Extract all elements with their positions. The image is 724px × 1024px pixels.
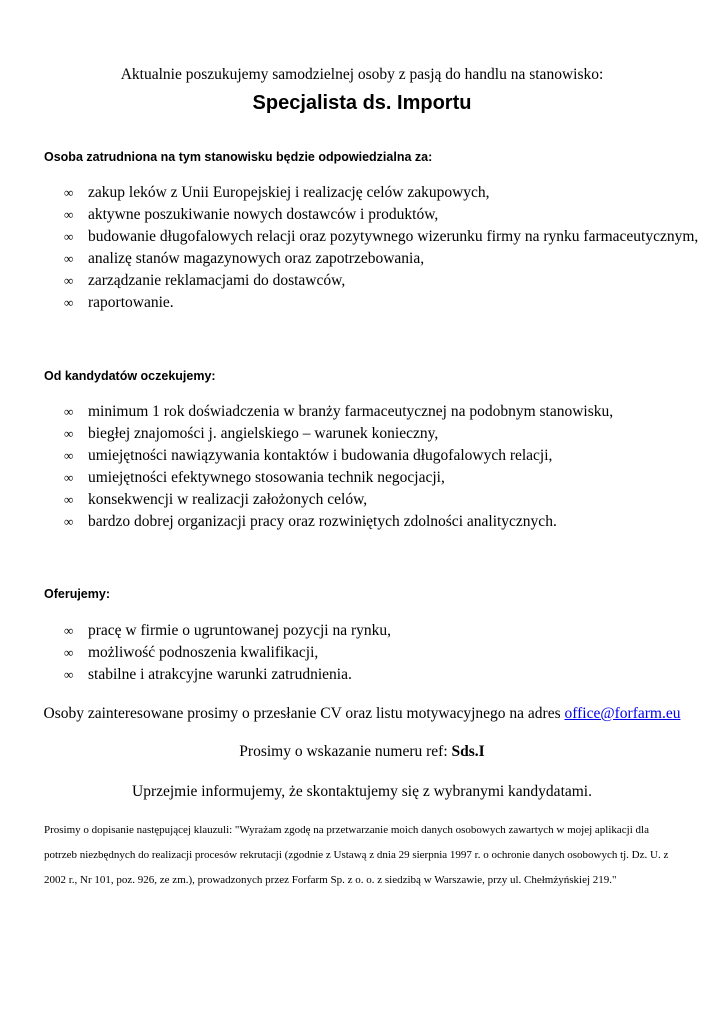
list-item-text: minimum 1 rok doświadczenia w branży farmaceutycznej na podobnym stanowisku, bbox=[88, 403, 614, 420]
bullet-icon: ∞ bbox=[64, 470, 74, 485]
bullet-icon: ∞ bbox=[64, 514, 74, 529]
list-item-text: konsekwencji w realizacji założonych celów, bbox=[88, 491, 368, 508]
consent-clause: Prosimy o dopisanie następującej klauzuli: "Wyrażam zgodę na przetwarzanie moich danych osobowych zawartych w mojej aplikacji dla potrzeb niezbędnych do realizacji procesów rekrutacji (zgodnie z Ustawą z dnia 29 sierpnia 1997 r. o ochronie danych osobowych tj. Dz. U. z 2002 r., Nr 101, poz. 926, ze zm.), prowadzonych przez Forfarm Sp. z o. o. z siedzibą w Warszawie, przy ul. Chełmżyńskiej 219." bbox=[44, 824, 669, 886]
list-item bbox=[0, 248, 720, 270]
offer-heading: Oferujemy: bbox=[44, 587, 110, 601]
offer-list bbox=[0, 620, 720, 686]
list-item bbox=[0, 401, 720, 423]
bullet-icon: ∞ bbox=[64, 185, 74, 200]
list-item bbox=[0, 511, 720, 533]
job-title: Specjalista ds. Importu bbox=[252, 92, 472, 114]
apply-line bbox=[0, 705, 724, 723]
list-item-text: raportowanie. bbox=[88, 294, 174, 311]
list-item-text: zakup leków z Unii Europejskiej i realizację celów zakupowych, bbox=[88, 184, 490, 201]
list-item-text: biegłej znajomości j. angielskiego – warunek konieczny, bbox=[88, 425, 439, 442]
list-item bbox=[0, 226, 720, 248]
list-item bbox=[0, 423, 720, 445]
list-item bbox=[0, 182, 720, 204]
list-item bbox=[0, 204, 720, 226]
list-item-text: aktywne poszukiwanie nowych dostawców i produktów, bbox=[88, 206, 439, 223]
list-item bbox=[0, 292, 720, 314]
list-item bbox=[0, 620, 720, 642]
list-item-text: pracę w firmie o ugruntowanej pozycji na rynku, bbox=[88, 622, 392, 639]
list-item-text: zarządzanie reklamacjami do dostawców, bbox=[88, 272, 346, 289]
ref-text: Prosimy o wskazanie numeru ref: bbox=[239, 743, 452, 760]
list-item bbox=[0, 489, 720, 511]
list-item-text: budowanie długofalowych relacji oraz pozytywnego wizerunku firmy na rynku farmaceutycznym, bbox=[88, 228, 699, 245]
ref-number: Sds.I bbox=[451, 743, 485, 760]
list-item-text: umiejętności efektywnego stosowania technik negocjacji, bbox=[88, 469, 445, 486]
list-item-text: umiejętności nawiązywania kontaktów i budowania długofalowych relacji, bbox=[88, 447, 553, 464]
apply-text: Osoby zainteresowane prosimy o przesłanie CV oraz listu motywacyjnego na adres bbox=[43, 705, 565, 722]
bullet-icon: ∞ bbox=[64, 492, 74, 507]
bullet-icon: ∞ bbox=[64, 229, 74, 244]
bullet-icon: ∞ bbox=[64, 667, 74, 682]
bullet-icon: ∞ bbox=[64, 295, 74, 310]
list-item-text: możliwość podnoszenia kwalifikacji, bbox=[88, 644, 319, 661]
list-item bbox=[0, 445, 720, 467]
list-item bbox=[0, 467, 720, 489]
requirements-list bbox=[0, 401, 720, 533]
notice-text: Uprzejmie informujemy, że skontaktujemy się z wybranymi kandydatami. bbox=[132, 783, 592, 800]
list-item bbox=[0, 664, 720, 686]
bullet-icon: ∞ bbox=[64, 623, 74, 638]
list-item bbox=[0, 642, 720, 664]
bullet-icon: ∞ bbox=[64, 404, 74, 419]
responsibilities-list bbox=[0, 182, 720, 314]
list-item-text: analizę stanów magazynowych oraz zapotrzebowania, bbox=[88, 250, 425, 267]
list-item bbox=[0, 270, 720, 292]
responsibilities-heading: Osoba zatrudniona na tym stanowisku będzie odpowiedzialna za: bbox=[44, 150, 433, 164]
ref-line bbox=[0, 743, 724, 761]
bullet-icon: ∞ bbox=[64, 645, 74, 660]
bullet-icon: ∞ bbox=[64, 273, 74, 288]
list-item-text: stabilne i atrakcyjne warunki zatrudnienia. bbox=[88, 666, 352, 683]
bullet-icon: ∞ bbox=[64, 207, 74, 222]
bullet-icon: ∞ bbox=[64, 448, 74, 463]
requirements-heading: Od kandydatów oczekujemy: bbox=[44, 369, 216, 383]
bullet-icon: ∞ bbox=[64, 426, 74, 441]
email-link[interactable]: office@forfarm.eu bbox=[564, 705, 681, 722]
bullet-icon: ∞ bbox=[64, 251, 74, 266]
list-item-text: bardzo dobrej organizacji pracy oraz rozwiniętych zdolności analitycznych. bbox=[88, 513, 557, 530]
intro-text: Aktualnie poszukujemy samodzielnej osoby z pasją do handlu na stanowisko: bbox=[120, 66, 604, 83]
